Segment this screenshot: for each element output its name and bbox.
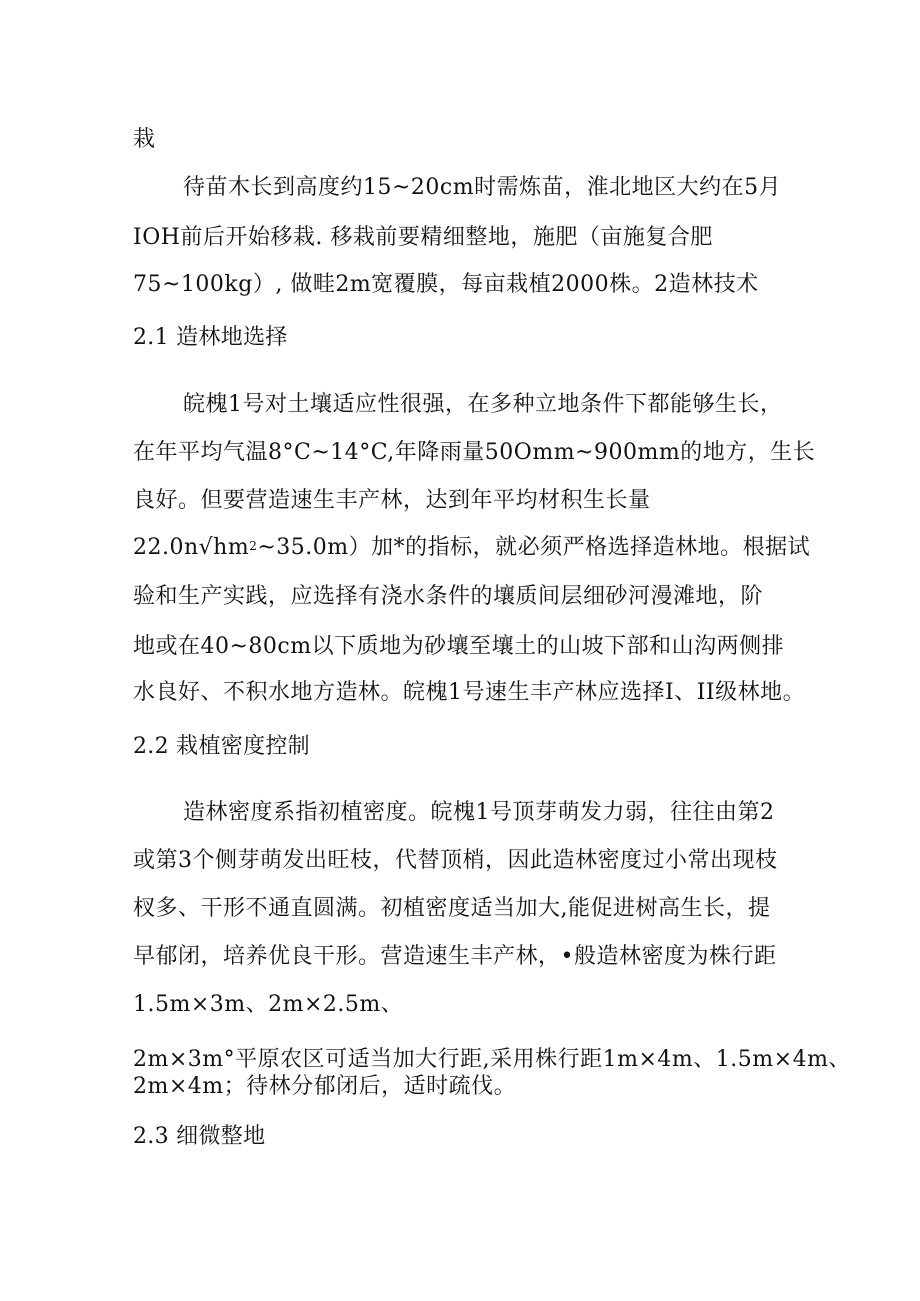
paragraph-2-line-4: [133, 533, 810, 563]
formula-part-2: ~35.0m）加*的指标，就必须严格选择造林地。根据试: [257, 535, 811, 560]
section-heading-2-1: 2.1 造林地选择: [133, 325, 288, 350]
paragraph-3-line-6: 2m×3m°平原农区可适当加大行距,采用株行距1m×4m、1.5m×4m、: [133, 1047, 851, 1072]
paragraph-2-line-3: 良好。但要营造速生丰产林，达到年平均材积生长量: [133, 488, 651, 513]
paragraph-1-line-3: 75~100kg）, 做畦2m宽覆膜，每亩栽植2000株。2造林技术: [133, 272, 759, 297]
text-line-1: 栽: [133, 127, 156, 152]
paragraph-1-line-2: IOH前后开始移栽. 移栽前要精细整地，施肥（亩施复合肥: [133, 225, 713, 250]
paragraph-3-line-2: 或第3个侧芽萌发出旺枝，代替顶梢，因此造林密度过小常出现枝: [133, 848, 778, 873]
section-heading-2-3: 2.3 细微整地: [133, 1124, 266, 1149]
paragraph-3-line-7: 2m×4m；待林分郁闭后，适时疏伐。: [133, 1074, 517, 1099]
paragraph-3-line-4: 早郁闭，培养优良干形。营造速生丰产林，•般造林密度为株行距: [133, 944, 777, 969]
paragraph-2-line-5: 验和生产实践，应选择有浇水条件的壤质间层细砂河漫滩地，阶: [133, 584, 764, 609]
paragraph-3-line-5: 1.5m×3m、2m×2.5m、: [133, 992, 404, 1017]
paragraph-2-line-6: 地或在40~80cm以下质地为砂壤至壤土的山坡下部和山沟两侧排: [133, 634, 785, 659]
section-heading-2-2: 2.2 栽植密度控制: [133, 734, 310, 759]
paragraph-2-line-1: 皖槐1号对土壤适应性很强，在多种立地条件下都能够生长，: [183, 392, 783, 417]
paragraph-2-line-2: 在年平均气温8°C~14°C,年降雨量50Omm~900mm的地方，生长: [133, 440, 816, 465]
formula-part-1: 22.0n√hm: [133, 535, 250, 560]
paragraph-3-line-3: 杈多、干形不通直圆满。初植密度适当加大,能促进树高生长，提: [133, 896, 771, 921]
paragraph-2-line-7: 水良好、不积水地方造林。皖槐1号速生丰产林应选择I、II级林地。: [133, 680, 806, 705]
paragraph-1-line-1: 待苗木长到高度约15~20cm时需炼苗，淮北地区大约在5月: [183, 175, 782, 200]
formula-superscript: 2: [249, 539, 258, 553]
paragraph-3-line-1: 造林密度系指初植密度。皖槐1号顶芽萌发力弱，往往由第2: [183, 800, 775, 825]
